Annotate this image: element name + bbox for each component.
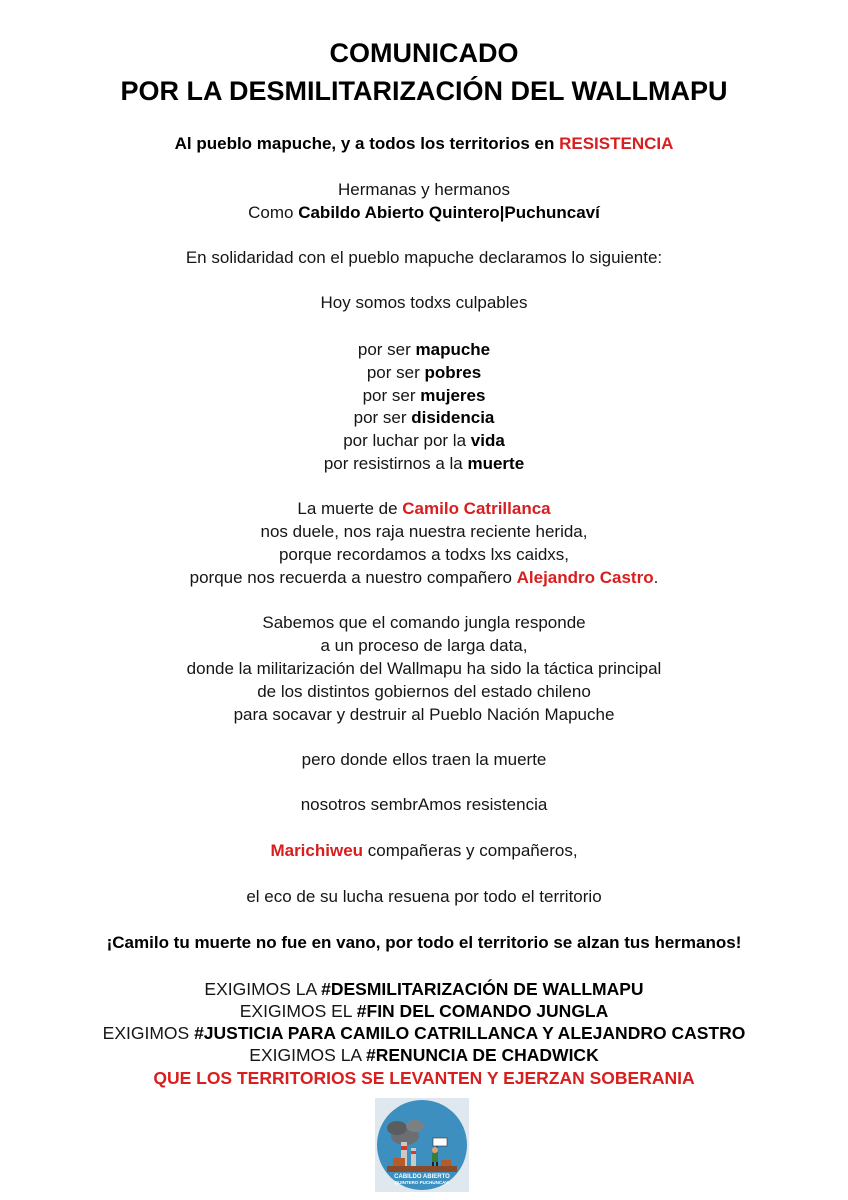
reason-prefix: por ser [357, 340, 416, 359]
reason-word: mapuche [415, 340, 491, 359]
logo-text-line1: CABILDO ABIERTO [394, 1174, 450, 1180]
demand-hashtag: #JUSTICIA PARA CAMILO CATRILLANCA Y ALEJANDRO CASTRO [194, 1023, 746, 1043]
demand-hashtag: #FIN DEL COMANDO JUNGLA [356, 1001, 609, 1021]
death-prefix: La muerte de [297, 499, 403, 518]
logo-text-line2: QUINTERO PUCHUNCAVI [394, 1180, 450, 1185]
cabildo-logo [375, 1098, 469, 1192]
greeting-line: Hermanas y hermanos [338, 180, 510, 199]
jungle-line-2: a un proceso de larga data, [320, 636, 528, 655]
reason-word: muerte [467, 454, 525, 473]
reason-word: disidencia [411, 408, 495, 427]
final-call-line: QUE LOS TERRITORIOS SE LEVANTEN Y EJERZAN SOBERANIA [153, 1068, 695, 1088]
jungle-line-5: para socavar y destruir al Pueblo Nación Mapuche [233, 705, 615, 724]
name-alejandro: Alejandro Castro [516, 568, 654, 587]
address-line [0, 133, 848, 155]
demand-line [0, 1044, 848, 1066]
reason-word: vida [470, 431, 505, 450]
marichiweu-line [0, 840, 848, 862]
reason-line [0, 385, 848, 407]
reason-word: pobres [424, 363, 482, 382]
address-text: Al pueblo mapuche, y a todos los territorios en [174, 134, 560, 153]
reason-prefix: por resistirnos a la [323, 454, 468, 473]
demand-hashtag: #RENUNCIA DE CHADWICK [366, 1045, 599, 1065]
death-line-2: nos duele, nos raja nuestra reciente herida, [260, 522, 588, 541]
demand-hashtag: #DESMILITARIZACIÓN DE WALLMAPU [321, 979, 644, 999]
reason-word: mujeres [420, 386, 486, 405]
reason-prefix: por ser [366, 363, 425, 382]
title-line-1: COMUNICADO [329, 38, 519, 68]
jungle-line-4: de los distintos gobiernos del estado chileno [257, 682, 591, 701]
demand-prefix: EXIGIMOS EL [239, 1001, 357, 1021]
declaration-line: En solidaridad con el pueblo mapuche declaramos lo siguiente: [185, 248, 663, 267]
jungle-line-3: donde la militarización del Wallmapu ha sido la táctica principal [186, 659, 662, 678]
resistance-word: RESISTENCIA [559, 134, 674, 153]
death-line-3: porque recordamos a todxs lxs caidxs, [278, 545, 570, 564]
death-line-4 [0, 567, 848, 589]
death-bring-line: pero donde ellos traen la muerte [301, 750, 547, 769]
period: . [653, 568, 659, 587]
reason-line [0, 339, 848, 361]
camilo-line: ¡Camilo tu muerte no fue en vano, por todo el territorio se alzan tus hermanos! [106, 933, 742, 952]
demand-prefix: EXIGIMOS LA [204, 979, 322, 999]
reason-prefix: por ser [362, 386, 421, 405]
sender-prefix: Como [248, 203, 299, 222]
reason-line [0, 430, 848, 452]
sender-name: Cabildo Abierto Quintero|Puchuncaví [298, 203, 600, 222]
death-4-prefix: porque nos recuerda a nuestro compañero [189, 568, 517, 587]
companions-text: compañeras y compañeros, [363, 841, 578, 860]
jungle-line-1: Sabemos que el comando jungla responde [262, 613, 586, 632]
sow-line: nosotros sembrAmos resistencia [300, 795, 548, 814]
reason-prefix: por luchar por la [343, 431, 471, 450]
reason-line [0, 362, 848, 384]
guilty-line: Hoy somos todxs culpables [320, 293, 528, 312]
demand-line [0, 1022, 848, 1044]
reason-line [0, 453, 848, 475]
echo-line: el eco de su lucha resuena por todo el territorio [246, 887, 602, 906]
marichiweu-word: Marichiweu [270, 841, 364, 860]
demand-prefix: EXIGIMOS LA [249, 1045, 367, 1065]
name-camilo: Camilo Catrillanca [402, 499, 551, 518]
title-line-2: POR LA DESMILITARIZACIÓN DEL WALLMAPU [120, 76, 728, 106]
demand-line [0, 978, 848, 1000]
reason-prefix: por ser [353, 408, 412, 427]
sender-line [0, 202, 848, 224]
demand-line [0, 1000, 848, 1022]
death-line-1 [0, 498, 848, 520]
demand-prefix: EXIGIMOS [102, 1023, 195, 1043]
logo-image [375, 1098, 469, 1192]
reason-line [0, 407, 848, 429]
